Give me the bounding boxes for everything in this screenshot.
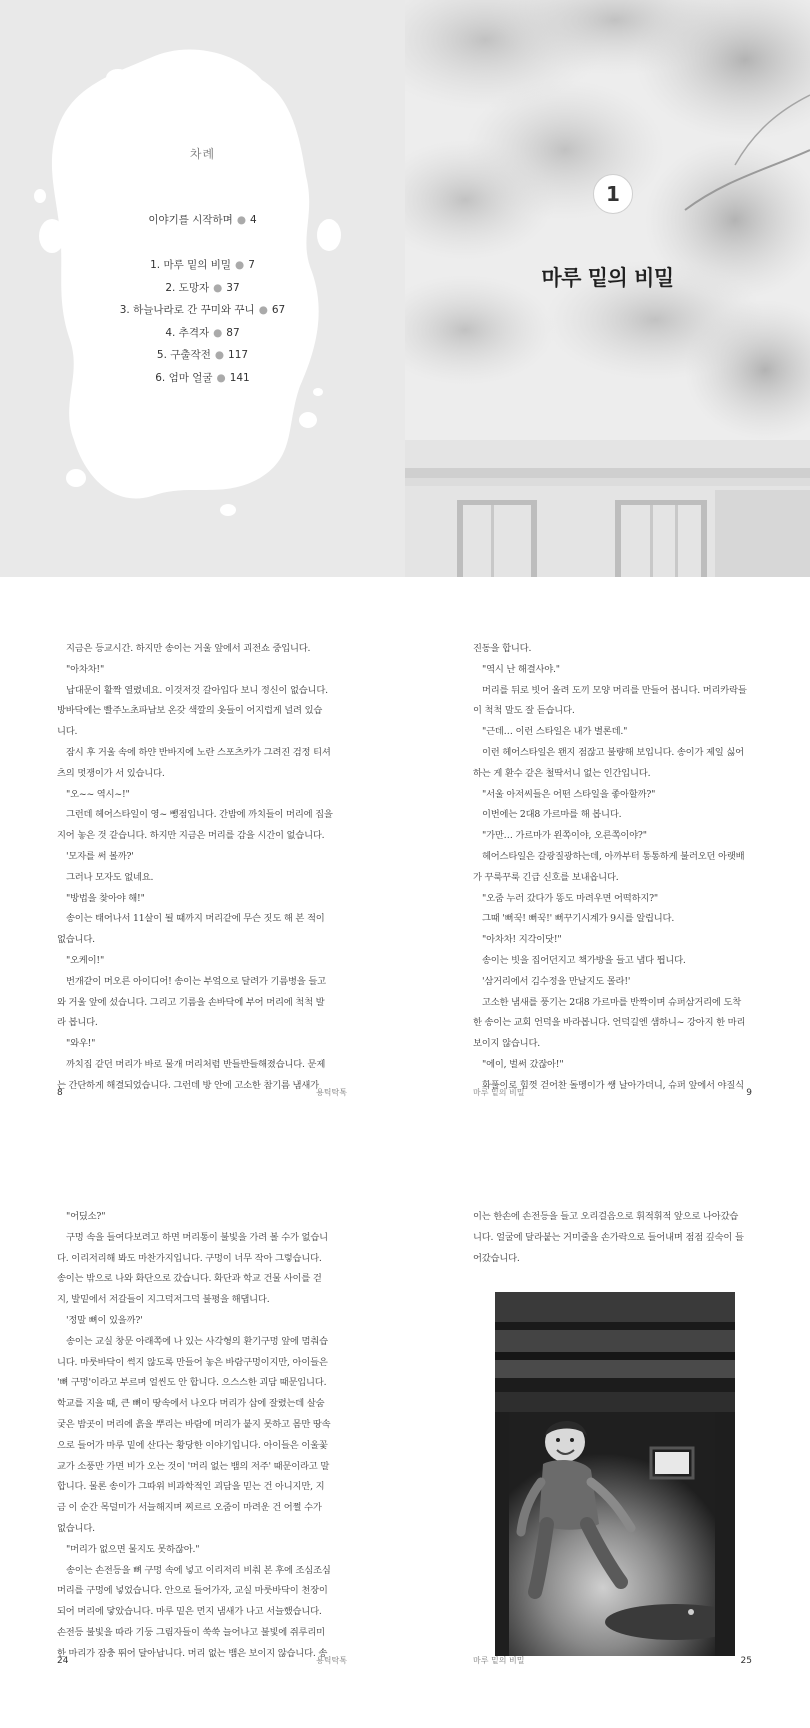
text-line: 궂은 밤곳이 머리에 흙을 뿌리는 바람에 머리가 붙지 못하고 몸만 땅속 [57,1418,331,1430]
text-line: 까치집 같던 머리가 바로 물개 머리처럼 반들반들해졌습니다. 문제 [66,1058,326,1070]
text-line: 헤어스타일은 갈광질광하는데, 아까부터 통통하게 불러오던 아랫배 [482,850,745,862]
text-line: 지어 놓은 것 같습니다. 하지만 지금은 머리를 감을 시간이 없습니다. [57,830,325,842]
book-page-24 [0,1168,405,1728]
toc-chapter-label: 4. 추격자 [165,326,210,339]
text-line: 하는 게 환수 같은 철딱서니 없는 인간입니다. [473,767,651,779]
text-line: 없습니다. [57,1522,95,1534]
text-line: "서울 아저씨들은 어떤 스타일을 좋아할까?" [482,788,656,800]
toc-chapter-entry[interactable] [0,325,405,348]
toc-chapter-label: 3. 하늘나라로 간 꾸미와 꾸니 [119,304,255,316]
running-head: 마루 밑의 비밀 [473,1088,525,1097]
text-line: 구멍 속을 들여다보려고 하면 머리통이 불빛을 가려 볼 수가 없습니 [66,1231,328,1243]
toc-chapter-page: 37 [226,281,240,294]
text-line: 진동을 합니다. [473,643,532,654]
toc-chapter-label: 1. 마루 밑의 비밀 [150,259,232,271]
toc-separator-dot: ● [235,259,245,271]
text-line: 지금은 등교시간. 하지만 송이는 거울 앞에서 괴전쇼 중입니다. [66,643,311,654]
text-line: 송이는 태어나서 11살이 될 때까지 머리같에 무슨 짓도 해 본 적이 [66,913,325,925]
text-line: 이 척척 말도 잘 듣습니다. [473,705,575,717]
text-line: 보이지 않습니다. [473,1038,540,1050]
text-line: 머리를 구멍에 넣었습니다. 안으로 들어가자, 교실 마룻바닥이 천장이 [57,1585,328,1597]
running-head: 용틱탁톡 [316,1656,347,1665]
text-line: 니다. [57,726,78,738]
page-number: 25 [740,1656,752,1666]
toc-chapter-page: 117 [228,349,249,361]
text-line: 잠시 후 거울 속에 하얀 반바지에 노란 스포츠카가 그려진 검정 티셔 [66,746,331,758]
text-line: "가만… 가르마가 왼쪽이야, 오른쪽이야?" [482,830,647,842]
text-line: 송이는 손전등을 뼈 구멍 속에 넣고 이리저리 비춰 본 후에 조심조심 [66,1564,331,1576]
text-line: 고소한 냄새를 풍기는 2대8 가르마를 반짝이며 슈퍼삼거리에 도착 [482,996,742,1008]
running-head: 용틱탁톡 [316,1088,347,1097]
text-line: 가 꾸룩꾸룩 긴급 신호를 보내옵니다. [473,871,619,883]
text-line: 한 마리가 잠충 뛰어 달아납니다. 머리 없는 뱀은 보이지 않습니다. 송 [57,1647,328,1659]
under-floor-illustration [495,1292,735,1656]
text-line: "오~~ 역시~!" [66,788,130,800]
text-line: 그런데 헤어스타일이 영~ 뺑점입니다. 간밤에 까치들이 머리에 집을 [66,809,333,821]
toc-chapter-page: 67 [271,304,286,316]
toc-chapter-page: 7 [248,259,255,271]
toc-chapter-entry[interactable] [0,370,405,393]
text-line: 되어 머리에 닿았습니다. 마루 밑은 먼지 냄새가 나고 서늘했습니다. [57,1606,322,1618]
toc-separator-dot: ● [214,349,225,361]
page-number: 8 [57,1088,63,1098]
text-line: 이번에는 2대8 가르마를 해 봅니다. [482,809,622,821]
book-page-25 [405,1168,810,1728]
text-line: '정말 뼈이 있을까?' [66,1314,143,1326]
toc-chapter-entry[interactable] [0,257,405,280]
text-line: 와 거울 앞에 섰습니다. 그리고 기름을 손바닥에 부어 머리에 척척 발 [57,996,325,1008]
text-line: 교가 소풍만 가면 비가 오는 것이 '머리 없는 뱀의 저주' 때문이라고 말 [57,1460,330,1472]
toc-intro-page: 4 [249,214,257,226]
toc-chapter-label: 2. 도망자 [165,281,210,294]
text-line: "방법을 찾아야 해!" [66,892,145,904]
book-page-9 [405,600,810,1160]
text-line: 츠의 멋쟁이가 서 있습니다. [57,767,165,779]
text-line: 번개같이 머오른 아이디어! 송이는 부엌으로 달려가 기름병을 들고 [66,975,326,987]
boy-with-flashlight-drawing [495,1292,735,1656]
text-line: 송이는 빗을 집어던지고 책가방을 들고 냅다 뜁니다. [482,954,686,966]
text-line: "역시 난 해결사야." [482,663,560,675]
text-line: "아차차! 지각이닷!" [482,934,562,946]
text-line: '삼거리에서 김수정을 만날지도 몰라!' [482,975,631,987]
text-line: 송이는 밖으로 나와 화단으로 갔습니다. 화단과 학교 건물 사이를 걷 [57,1273,322,1285]
body-text [473,640,783,1098]
toc-intro-entry[interactable] [0,212,405,227]
text-line: 송이는 교실 창문 아래쪽에 나 있는 사각형의 환기구멍 앞에 멈춰습 [66,1335,328,1347]
text-line: 으로 들어가 마루 밑에 산다는 황당한 이야기입니다. 아이들은 이울꽃 [57,1439,328,1451]
toc-title: 차례 [189,147,216,161]
text-line: 니다. 마룻바닥이 썩지 않도록 만들어 놓은 바람구멍이지만, 아이들은 [57,1356,328,1368]
toc-chapter-entry[interactable] [0,347,405,370]
text-line: 니다. 얼굴에 달라붙는 거미줄을 손가락으로 들어내며 점점 깊숙이 들 [473,1231,744,1243]
text-line: 어갔습니다. [473,1252,520,1264]
text-line: "아차차!" [66,663,105,675]
page-number: 24 [57,1656,69,1666]
text-line: 금 이 순간 목덜미가 서늘해지며 찌르르 오줌이 마려운 건 어쩔 수가 [57,1502,322,1514]
text-line: 화풀이로 힘껏 걷어찬 돌멩이가 쌩 날아가더니, 슈퍼 앞에서 야질식 [482,1079,744,1091]
text-line: 지, 발밑에서 저갈들이 지그덕저그덕 불평을 해댑니다. [57,1294,270,1306]
running-head: 마루 밑의 비밀 [473,1656,525,1665]
text-line: "어딨소?" [66,1211,106,1222]
toc-chapter-entry[interactable] [0,302,405,325]
text-line: 납대문이 활짝 열렸네요. 이것저것 갈아입다 보니 정신이 없습니다. [66,684,328,696]
page-number: 9 [746,1088,752,1098]
text-line: 머리를 뒤로 빗어 올려 도끼 모양 머리를 만들어 봅니다. 머리카락들 [482,684,747,696]
text-line: '뼈 구멍'이라고 부르며 얼씬도 안 합니다. 으스스한 괴담 때문입니다. [57,1377,327,1389]
book-page-8 [0,600,405,1160]
body-text [473,1208,783,1270]
chapter-title: 마루 밑의 비밀 [541,266,674,290]
text-line: "에이, 벌써 갔잖아!" [482,1058,564,1070]
text-line: "머리가 없으면 물지도 못하잖아." [66,1543,200,1555]
toc-chapter-label: 6. 엄마 얼굴 [155,371,213,384]
text-line: "오줌 누러 갔다가 똥도 마려우면 어떡하지?" [482,892,658,904]
text-line: "근데… 이런 스타일은 내가 별론데." [482,726,628,738]
toc-intro-label: 이야기를 시작하며 [148,214,233,226]
chapter-opener-page [405,0,810,577]
body-text [57,1208,367,1666]
text-line: 라 봅니다. [57,1017,98,1029]
chapter-number-badge: 1 [593,174,633,214]
body-text [57,640,367,1098]
toc-separator-dot: ● [213,281,223,294]
text-line: '모자를 써 볼까?' [66,850,134,862]
text-line: 없습니다. [57,934,95,946]
text-line: 합니다. 물론 송이가 그따위 비과학적인 괴담을 믿는 건 아니지만, 지 [57,1481,325,1493]
toc-chapter-page: 87 [226,326,240,339]
toc-chapter-entry[interactable] [0,280,405,303]
toc-separator-dot: ● [213,326,223,339]
toc-chapter-page: 141 [229,371,250,384]
text-line: 그러나 모자도 없네요. [66,871,154,883]
text-line: 이는 한손에 손전등을 들고 오리걸음으로 휘적휘적 앞으로 나아갔습 [473,1211,739,1222]
toc-chapter-list [0,257,405,392]
text-line: 다. 이리저리해 봐도 마찬가지입니다. 구멍이 너무 작아 그렇습니다. [57,1252,322,1264]
toc-chapter-label: 5. 구출작전 [156,349,211,361]
text-line: 이런 헤어스타일은 왠지 점잖고 불량해 보입니다. 송이가 제일 싫어 [482,746,744,758]
text-line: "오케이!" [66,954,105,966]
text-line: 한 송이는 교회 언덕을 바라봅니다. 언덕길엔 샘하니~ 강아지 한 마리 [473,1017,746,1029]
table-of-contents-page [0,0,405,577]
text-line: 손전등 불빛을 따라 기둥 그림자들이 쑥쑥 늘어나고 불빛에 쥐루리미 [57,1626,325,1638]
text-line: 방바닥에는 빨주노초파남보 온갖 색깔의 옷들이 어지럽게 널려 있습 [57,705,323,717]
front-spread [0,0,810,577]
toc-separator-dot: ● [216,371,226,384]
toc-separator-dot: ● [258,304,268,316]
text-line: "와우!" [66,1038,96,1050]
text-line: 학교를 지을 때, 큰 뼈이 땅속에서 나오다 머리가 삽에 잘렸는데 살숨 [57,1398,325,1410]
text-line: 그때 '뻐꾹! 뻐꾹!' 뻐꾸기시계가 9시를 알립니다. [482,913,675,925]
text-line: 는 간단하게 해결되었습니다. 그런데 방 안에 고소한 참기름 냄새가 [57,1079,319,1091]
toc-separator-dot: ● [236,214,246,226]
